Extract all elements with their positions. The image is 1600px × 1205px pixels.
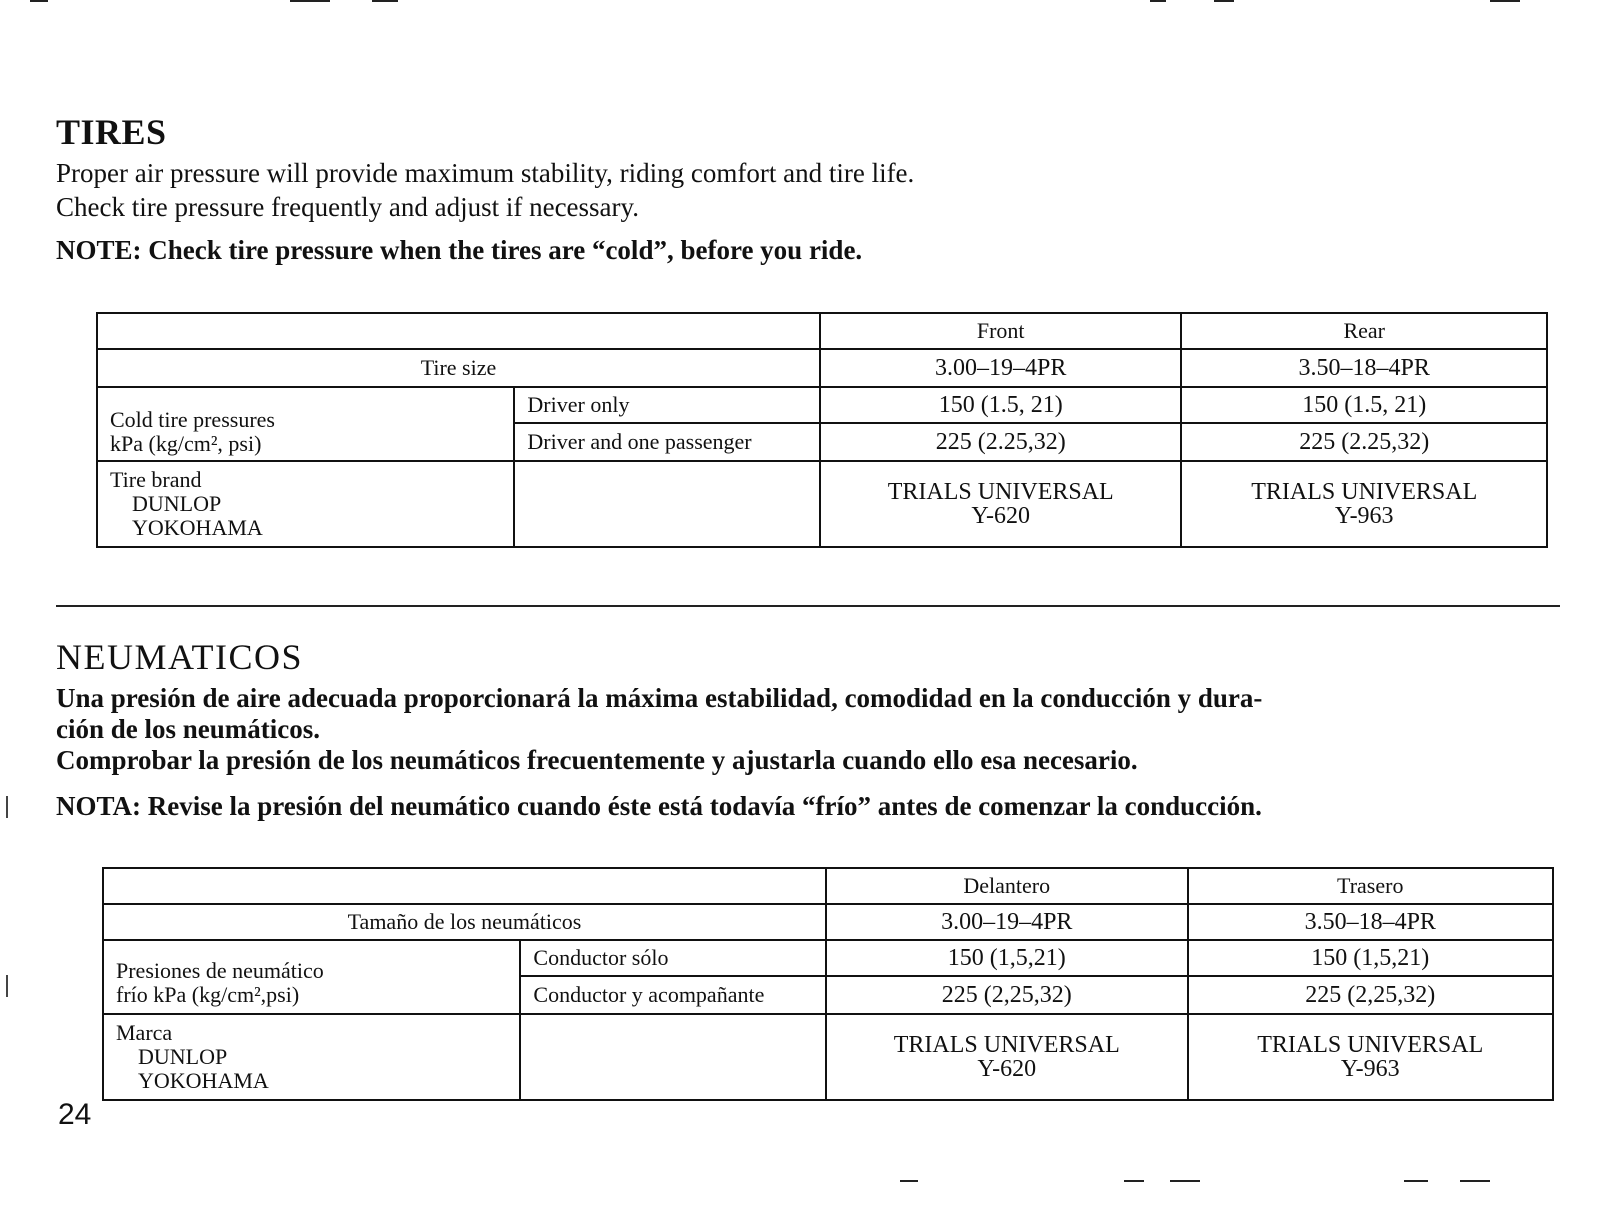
tire-spec-table	[96, 312, 1548, 548]
table-cell: 3.50–18–4PR	[1181, 349, 1547, 387]
section-divider	[56, 605, 1560, 607]
row-label-driver-only: Conductor sólo	[520, 940, 826, 976]
page-number: 24	[58, 1098, 92, 1131]
tire-spec-table	[102, 867, 1554, 1101]
scan-mark	[1170, 1180, 1200, 1182]
scan-mark	[6, 796, 8, 818]
note: NOTE: Check tire pressure when the tires are “cold”, before you ride.	[56, 235, 863, 265]
table-cell: 3.00–19–4PR	[826, 904, 1188, 940]
tire-model: Y-620	[977, 1056, 1037, 1082]
table-row	[103, 940, 1553, 976]
table-cell	[520, 1014, 826, 1100]
brand-name: DUNLOP	[138, 1044, 228, 1069]
row-label-driver-only: Driver only	[514, 387, 820, 423]
tire-model: Y-963	[1334, 503, 1394, 529]
table-row	[103, 1014, 1553, 1100]
brand-label: Marca	[116, 1020, 173, 1045]
scan-mark	[6, 975, 8, 997]
table-row	[97, 387, 1547, 423]
pressure-label-line: kPa (kg/cm², psi)	[110, 431, 262, 456]
paragraph: Proper air pressure will provide maximum stability, riding comfort and tire life.	[56, 158, 915, 188]
english-section	[56, 112, 1576, 270]
tire-model: TRIALS UNIVERSAL	[887, 479, 1114, 505]
table-cell: 150 (1.5, 21)	[1181, 387, 1547, 423]
paragraph: Check tire pressure frequently and adjust if necessary.	[56, 192, 640, 222]
column-header-rear: Trasero	[1188, 868, 1554, 904]
table-cell: 150 (1,5,21)	[826, 940, 1188, 976]
table-cell: 3.00–19–4PR	[820, 349, 1182, 387]
section-title: TIRES	[56, 112, 167, 152]
brand-name: DUNLOP	[132, 491, 222, 516]
table-cell	[1181, 461, 1547, 547]
column-header-front: Front	[820, 313, 1182, 349]
tire-model: Y-963	[1340, 1056, 1400, 1082]
scan-mark	[1150, 0, 1166, 2]
scan-mark	[30, 0, 48, 2]
spanish-section	[56, 637, 1576, 829]
table-cell: 225 (2.25,32)	[820, 423, 1182, 461]
pressure-label-line: Cold tire pressures	[110, 407, 275, 432]
table-cell: 150 (1,5,21)	[1188, 940, 1554, 976]
scan-mark	[1404, 1180, 1428, 1182]
table-row	[97, 349, 1547, 387]
table-cell: 3.50–18–4PR	[1188, 904, 1554, 940]
table-cell: 225 (2.25,32)	[1181, 423, 1547, 461]
paragraph: ción de los neumáticos.	[56, 714, 321, 744]
pressure-label-line: Presiones de neumático	[116, 958, 324, 983]
table-cell	[1188, 1014, 1554, 1100]
table-row	[103, 904, 1553, 940]
scan-mark	[900, 1180, 918, 1182]
paragraph: Una presión de aire adecuada proporcionará la máxima estabilidad, comodidad en la conducción y dura-	[56, 683, 1263, 713]
scan-mark	[1490, 0, 1520, 2]
row-label-pressure	[103, 940, 520, 1014]
brand-label: Tire brand	[110, 467, 202, 492]
pressure-label-line: frío kPa (kg/cm²,psi)	[116, 982, 300, 1007]
row-label-brand	[97, 461, 514, 547]
table-cell	[97, 313, 820, 349]
tire-model: TRIALS UNIVERSAL	[1251, 479, 1478, 505]
brand-name: YOKOHAMA	[132, 515, 263, 540]
paragraph: Comprobar la presión de los neumáticos frecuentemente y ajustarla cuando ello esa necesario.	[56, 745, 1138, 775]
row-label-driver-passenger: Driver and one passenger	[514, 423, 820, 461]
row-label-tire-size: Tamaño de los neumáticos	[103, 904, 826, 940]
scan-mark	[290, 0, 330, 2]
row-label-tire-size: Tire size	[97, 349, 820, 387]
row-label-pressure	[97, 387, 514, 461]
table-cell: 225 (2,25,32)	[826, 976, 1188, 1014]
tire-model: TRIALS UNIVERSAL	[893, 1032, 1120, 1058]
column-header-rear: Rear	[1181, 313, 1547, 349]
table-cell	[514, 461, 820, 547]
tire-model: TRIALS UNIVERSAL	[1257, 1032, 1484, 1058]
scan-mark	[1124, 1180, 1144, 1182]
table-cell	[820, 461, 1182, 547]
column-header-front: Delantero	[826, 868, 1188, 904]
table-cell: 225 (2,25,32)	[1188, 976, 1554, 1014]
scan-mark	[1214, 0, 1234, 2]
section-title: NEUMATICOS	[56, 637, 304, 677]
table-cell	[103, 868, 826, 904]
table-row	[97, 461, 1547, 547]
brand-name: YOKOHAMA	[138, 1068, 269, 1093]
note: NOTA: Revise la presión del neumático cuando éste está todavía “frío” antes de comenzar la conducción.	[56, 791, 1262, 821]
scan-mark	[372, 0, 398, 2]
row-label-brand	[103, 1014, 520, 1100]
table-cell: 150 (1.5, 21)	[820, 387, 1182, 423]
scan-mark	[1460, 1180, 1490, 1182]
tire-model: Y-620	[971, 503, 1031, 529]
row-label-driver-passenger: Conductor y acompañante	[520, 976, 826, 1014]
table-row	[103, 868, 1553, 904]
table-row	[97, 313, 1547, 349]
table-cell	[826, 1014, 1188, 1100]
